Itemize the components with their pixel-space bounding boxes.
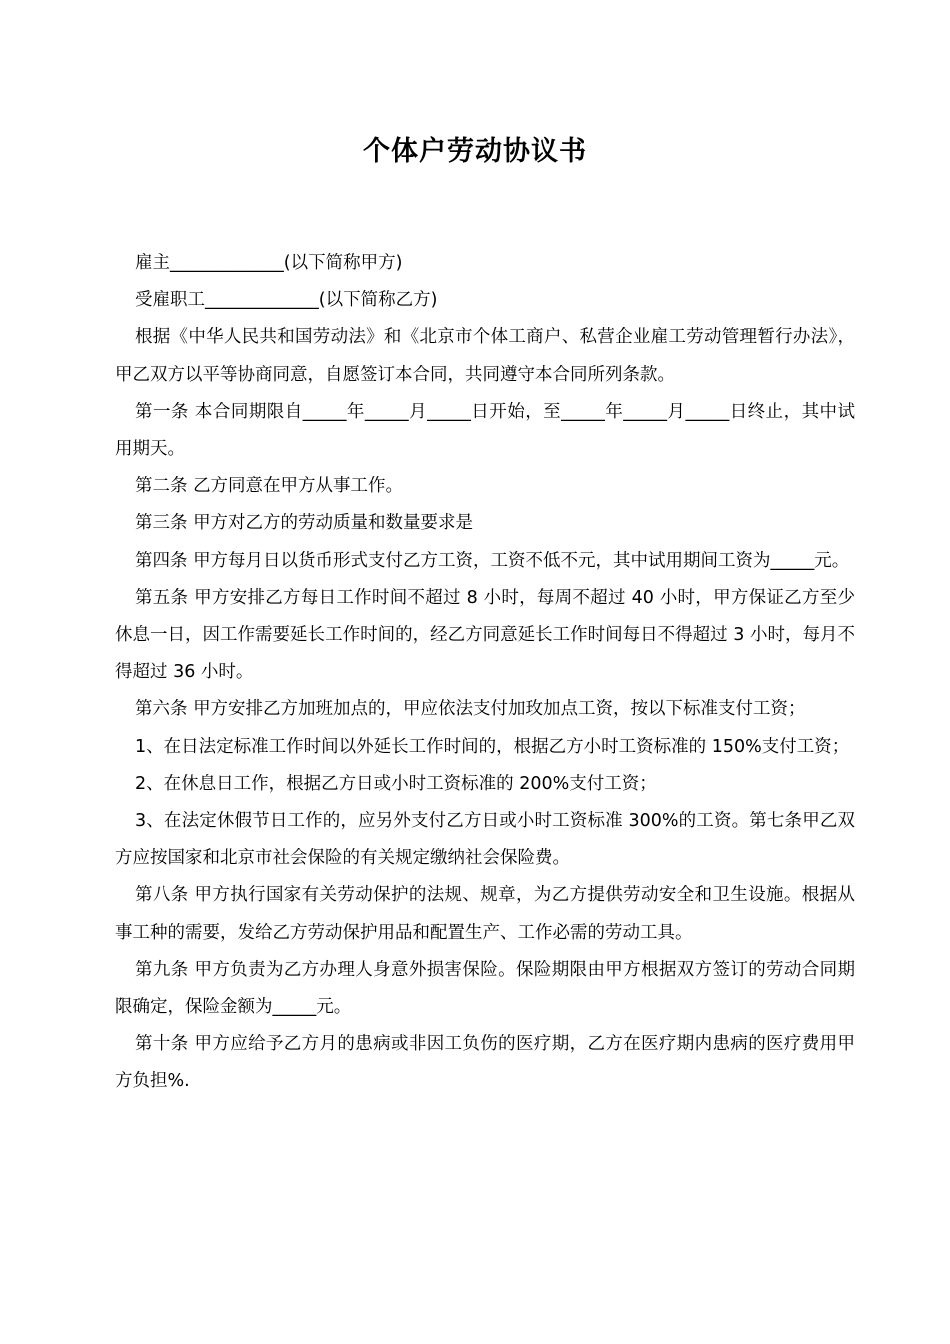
paragraph-article-4: 第四条 甲方每月日以货币形式支付乙方工资，工资不低不元，其中试用期间工资为_____元。 bbox=[135, 550, 850, 571]
paragraph-article-8: 第八条 甲方执行国家有关劳动保护的法规、规章，为乙方提供劳动安全和卫生设施。根据从事工种的需要，发给乙方劳动保护用品和配置生产、工作必需的劳动工具。 bbox=[115, 885, 855, 943]
paragraph-article-1: 第一条 本合同期限自_____年_____月_____日开始，至_____年_____月_____日终止，其中试用期天。 bbox=[115, 401, 855, 460]
paragraph-article-5: 第五条 甲方安排乙方每日工作时间不超过 8 小时，每周不超过 40 小时，甲方保证乙方至少休息一日，因工作需要延长工作时间的，经乙方同意延长工作时间每日不得超过 3 小时，每月不得超过 36 小时。 bbox=[115, 587, 855, 683]
paragraph-article-6: 第六条 甲方安排乙方加班加点的，甲应依法支付加玫加点工资，按以下标准支付工资； bbox=[135, 699, 806, 720]
paragraph-article-10: 第十条 甲方应给予乙方月的患病或非因工负伤的医疗期，乙方在医疗期内患病的医疗费用甲方负担%. bbox=[115, 1034, 855, 1092]
paragraph-article-2: 第二条 乙方同意在甲方从事工作。 bbox=[135, 476, 404, 497]
paragraph-article-6-item-2: 2、在休息日工作，根据乙方日或小时工资标准的 200%支付工资； bbox=[135, 773, 657, 794]
paragraph-preamble: 根据《中华人民共和国劳动法》和《北京市个体工商户、私营企业雇工劳动管理暂行办法》，甲乙双方以平等协商同意，自愿签订本合同，共同遵守本合同所列条款。 bbox=[115, 327, 855, 385]
paragraph-article-6-item-1: 1、在日法定标准工作时间以外延长工作时间的，根据乙方小时工资标准的 150%支付工资； bbox=[135, 736, 850, 757]
document-body bbox=[115, 245, 855, 1101]
paragraph-article-9: 第九条 甲方负责为乙方办理人身意外损害保险。保险期限由甲方根据双方签订的劳动合同期限确定，保险金额为_____元。 bbox=[115, 959, 855, 1018]
paragraph-employee: 受雇职工_____________(以下简称乙方) bbox=[135, 290, 438, 311]
paragraph-article-3: 第三条 甲方对乙方的劳动质量和数量要求是 bbox=[135, 513, 474, 534]
document-title: 个体户劳动协议书 bbox=[363, 136, 587, 167]
paragraph-article-6-item-3: 3、在法定休假节日工作的，应另外支付乙方日或小时工资标准 300%的工资。第七条甲乙双方应按国家和北京市社会保险的有关规定缴纳社会保险费。 bbox=[115, 811, 855, 869]
paragraph-employer: 雇主_____________(以下简称甲方) bbox=[135, 253, 403, 273]
